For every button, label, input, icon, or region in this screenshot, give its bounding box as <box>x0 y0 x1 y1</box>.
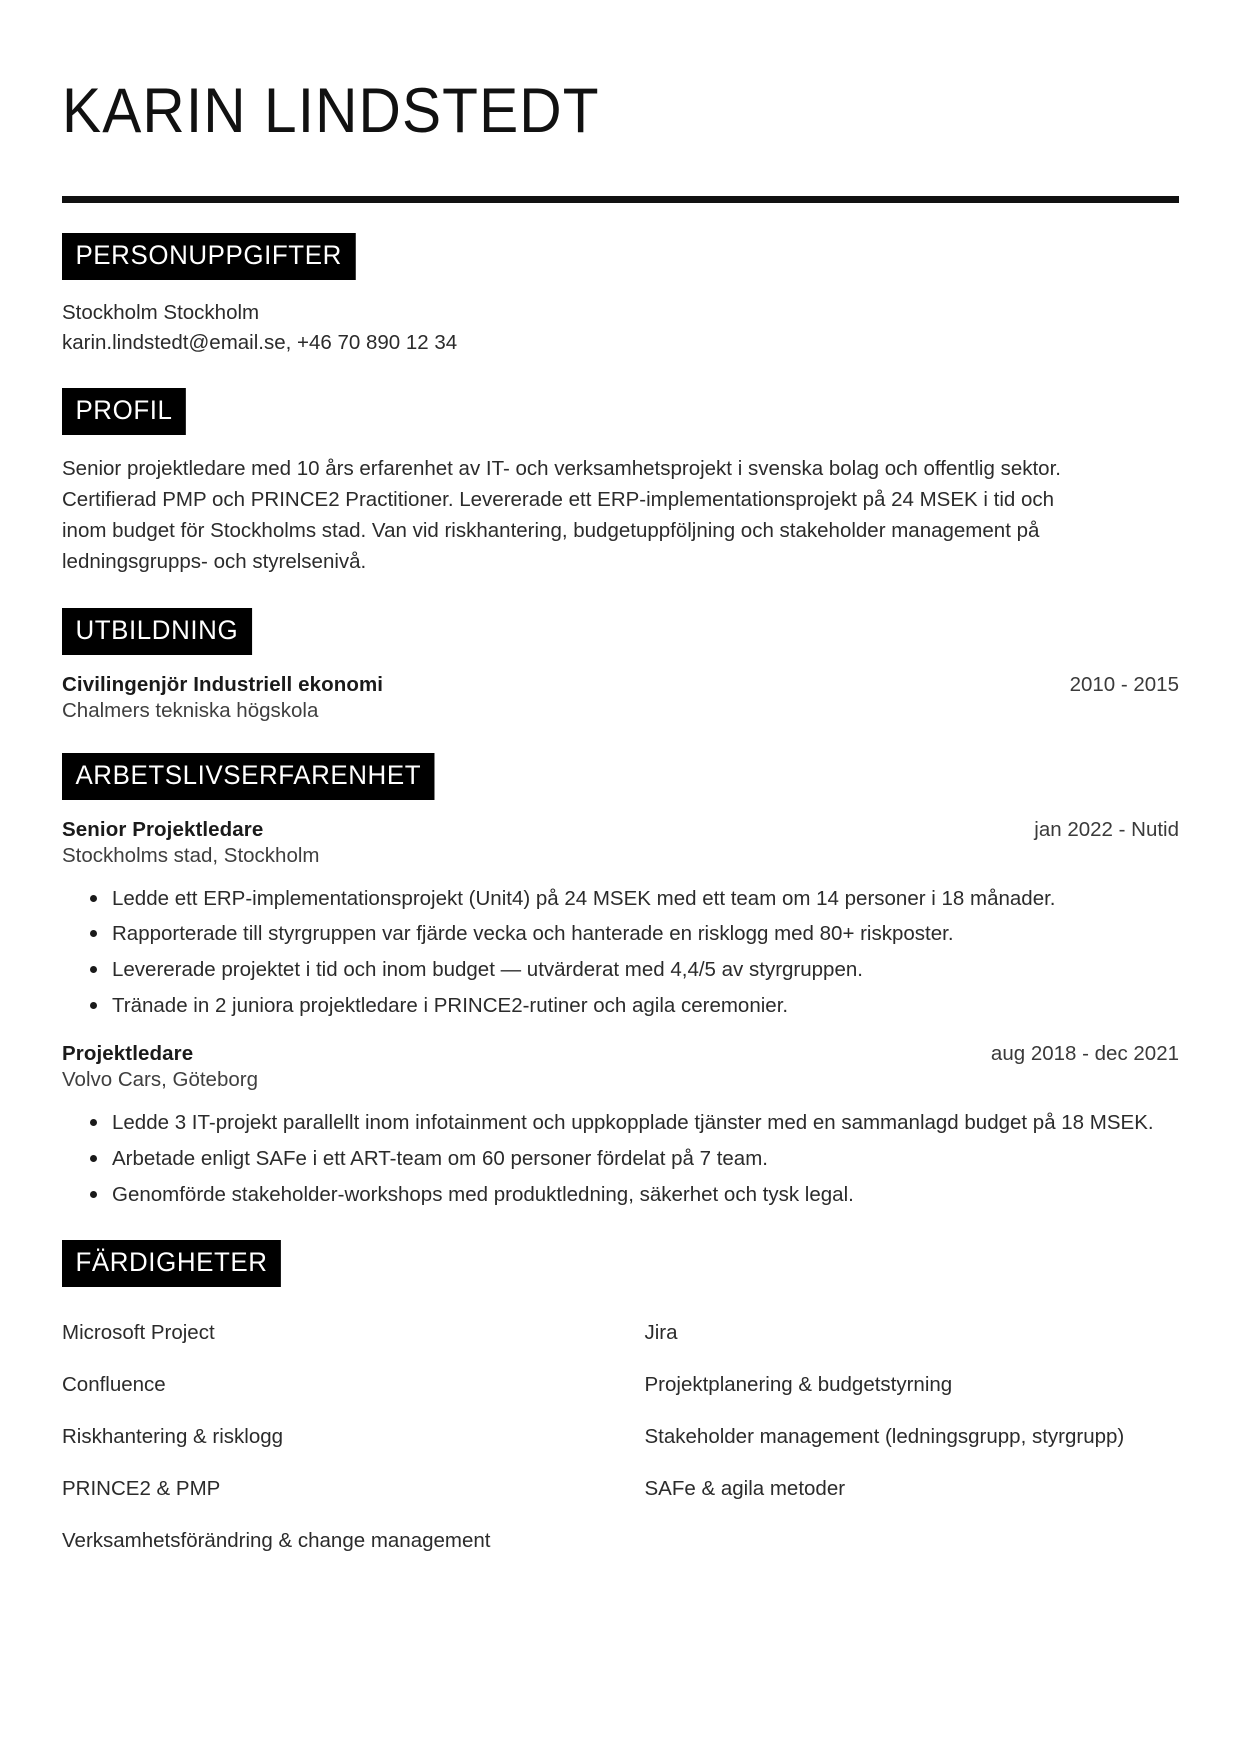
experience-entry <box>62 818 1179 1021</box>
page-title: KARIN LINDSTEDT <box>62 76 600 146</box>
education-dates: 2010 - 2015 <box>1069 672 1179 696</box>
list-item: Ledde ett ERP-implementationsprojekt (Unit4) på 24 MSEK med ett team om 14 personer i 18 månader. <box>110 884 1179 914</box>
list-item: Rapporterade till styrgruppen var fjärde vecka och hanterade en risklogg med 80+ riskposter. <box>110 919 1179 949</box>
education-school: Chalmers tekniska högskola <box>62 698 319 722</box>
list-item: Arbetade enligt SAFe i ett ART-team om 60 personer fördelat på 7 team. <box>110 1144 1179 1174</box>
name-header <box>62 78 1179 203</box>
experience-entry-header <box>62 818 1179 842</box>
section-heading-education: UTBILDNING <box>62 608 252 655</box>
experience-dates: aug 2018 - dec 2021 <box>990 1042 1179 1066</box>
section-heading-experience: ARBETSLIVSERFARENHET <box>62 753 435 800</box>
education-entry-header <box>62 673 1179 697</box>
skill-item: SAFe & agila metoder <box>644 1476 846 1500</box>
skill-item: Riskhantering & risklogg <box>62 1424 284 1448</box>
experience-role: Projektledare <box>62 1042 194 1066</box>
skill-item: Microsoft Project <box>62 1320 215 1344</box>
experience-bullet-list <box>62 1108 1179 1209</box>
experience-entry <box>62 1042 1179 1209</box>
experience-entry-header <box>62 1042 1179 1066</box>
list-item: Genomförde stakeholder-workshops med produktledning, säkerhet och tysk legal. <box>110 1180 1179 1210</box>
section-experience <box>62 753 1179 1210</box>
experience-employer: Stockholms stad, Stockholm <box>62 843 320 867</box>
section-skills <box>62 1240 1179 1568</box>
section-education <box>62 608 1179 723</box>
experience-bullet-list <box>62 884 1179 1021</box>
experience-role: Senior Projektledare <box>62 817 264 841</box>
list-item: Levererade projektet i tid och inom budget — utvärderat med 4,4/5 av styrgruppen. <box>110 955 1179 985</box>
education-entry <box>62 673 1179 723</box>
experience-employer: Volvo Cars, Göteborg <box>62 1068 258 1092</box>
personal-details-body <box>62 298 1179 358</box>
list-item: Tränade in 2 juniora projektledare i PRINCE2-rutiner och agila ceremonier. <box>110 991 1179 1021</box>
skill-item: Jira <box>644 1320 678 1344</box>
section-profile <box>62 388 1179 578</box>
skill-item: Stakeholder management (ledningsgrupp, styrgrupp) <box>644 1424 1125 1448</box>
skill-item: Confluence <box>62 1372 166 1396</box>
section-personal-details <box>62 233 1179 358</box>
header-divider <box>62 196 1179 203</box>
experience-dates: jan 2022 - Nutid <box>1034 817 1179 841</box>
profile-text: Senior projektledare med 10 års erfarenhet av IT- och verksamhetsprojekt i svenska bolag och offentlig sektor. Certifierad PMP och PRINCE2 Practitioner. Levererade ett ERP-implementationsprojekt på 24 MSEK i tid och inom budget för Stockholms stad. Van vid riskhantering, budgetuppföljning och stakeholder management på ledningsgrupps- och styrelsenivå. <box>62 456 1061 574</box>
section-heading-profile: PROFIL <box>62 388 186 435</box>
skills-column-right <box>645 1307 1180 1568</box>
contact-text: karin.lindstedt@email.se, +46 70 890 12 34 <box>62 331 458 355</box>
list-item: Ledde 3 IT-projekt parallellt inom infotainment och uppkopplade tjänster med en sammanlagd budget på 18 MSEK. <box>110 1108 1179 1138</box>
location-text: Stockholm Stockholm <box>62 301 260 325</box>
skills-grid <box>62 1307 1179 1568</box>
section-heading-personal: PERSONUPPGIFTER <box>62 233 355 280</box>
skills-column-left <box>62 1307 597 1568</box>
skill-item: Verksamhetsförändring & change management <box>62 1529 491 1553</box>
section-heading-skills: FÄRDIGHETER <box>62 1240 281 1287</box>
profile-body <box>62 453 1179 578</box>
experience-body <box>62 818 1179 1210</box>
education-body <box>62 673 1179 723</box>
skill-item: PRINCE2 & PMP <box>62 1476 221 1500</box>
education-degree: Civilingenjör Industriell ekonomi <box>62 672 384 696</box>
skill-item: Projektplanering & budgetstyrning <box>644 1372 953 1396</box>
